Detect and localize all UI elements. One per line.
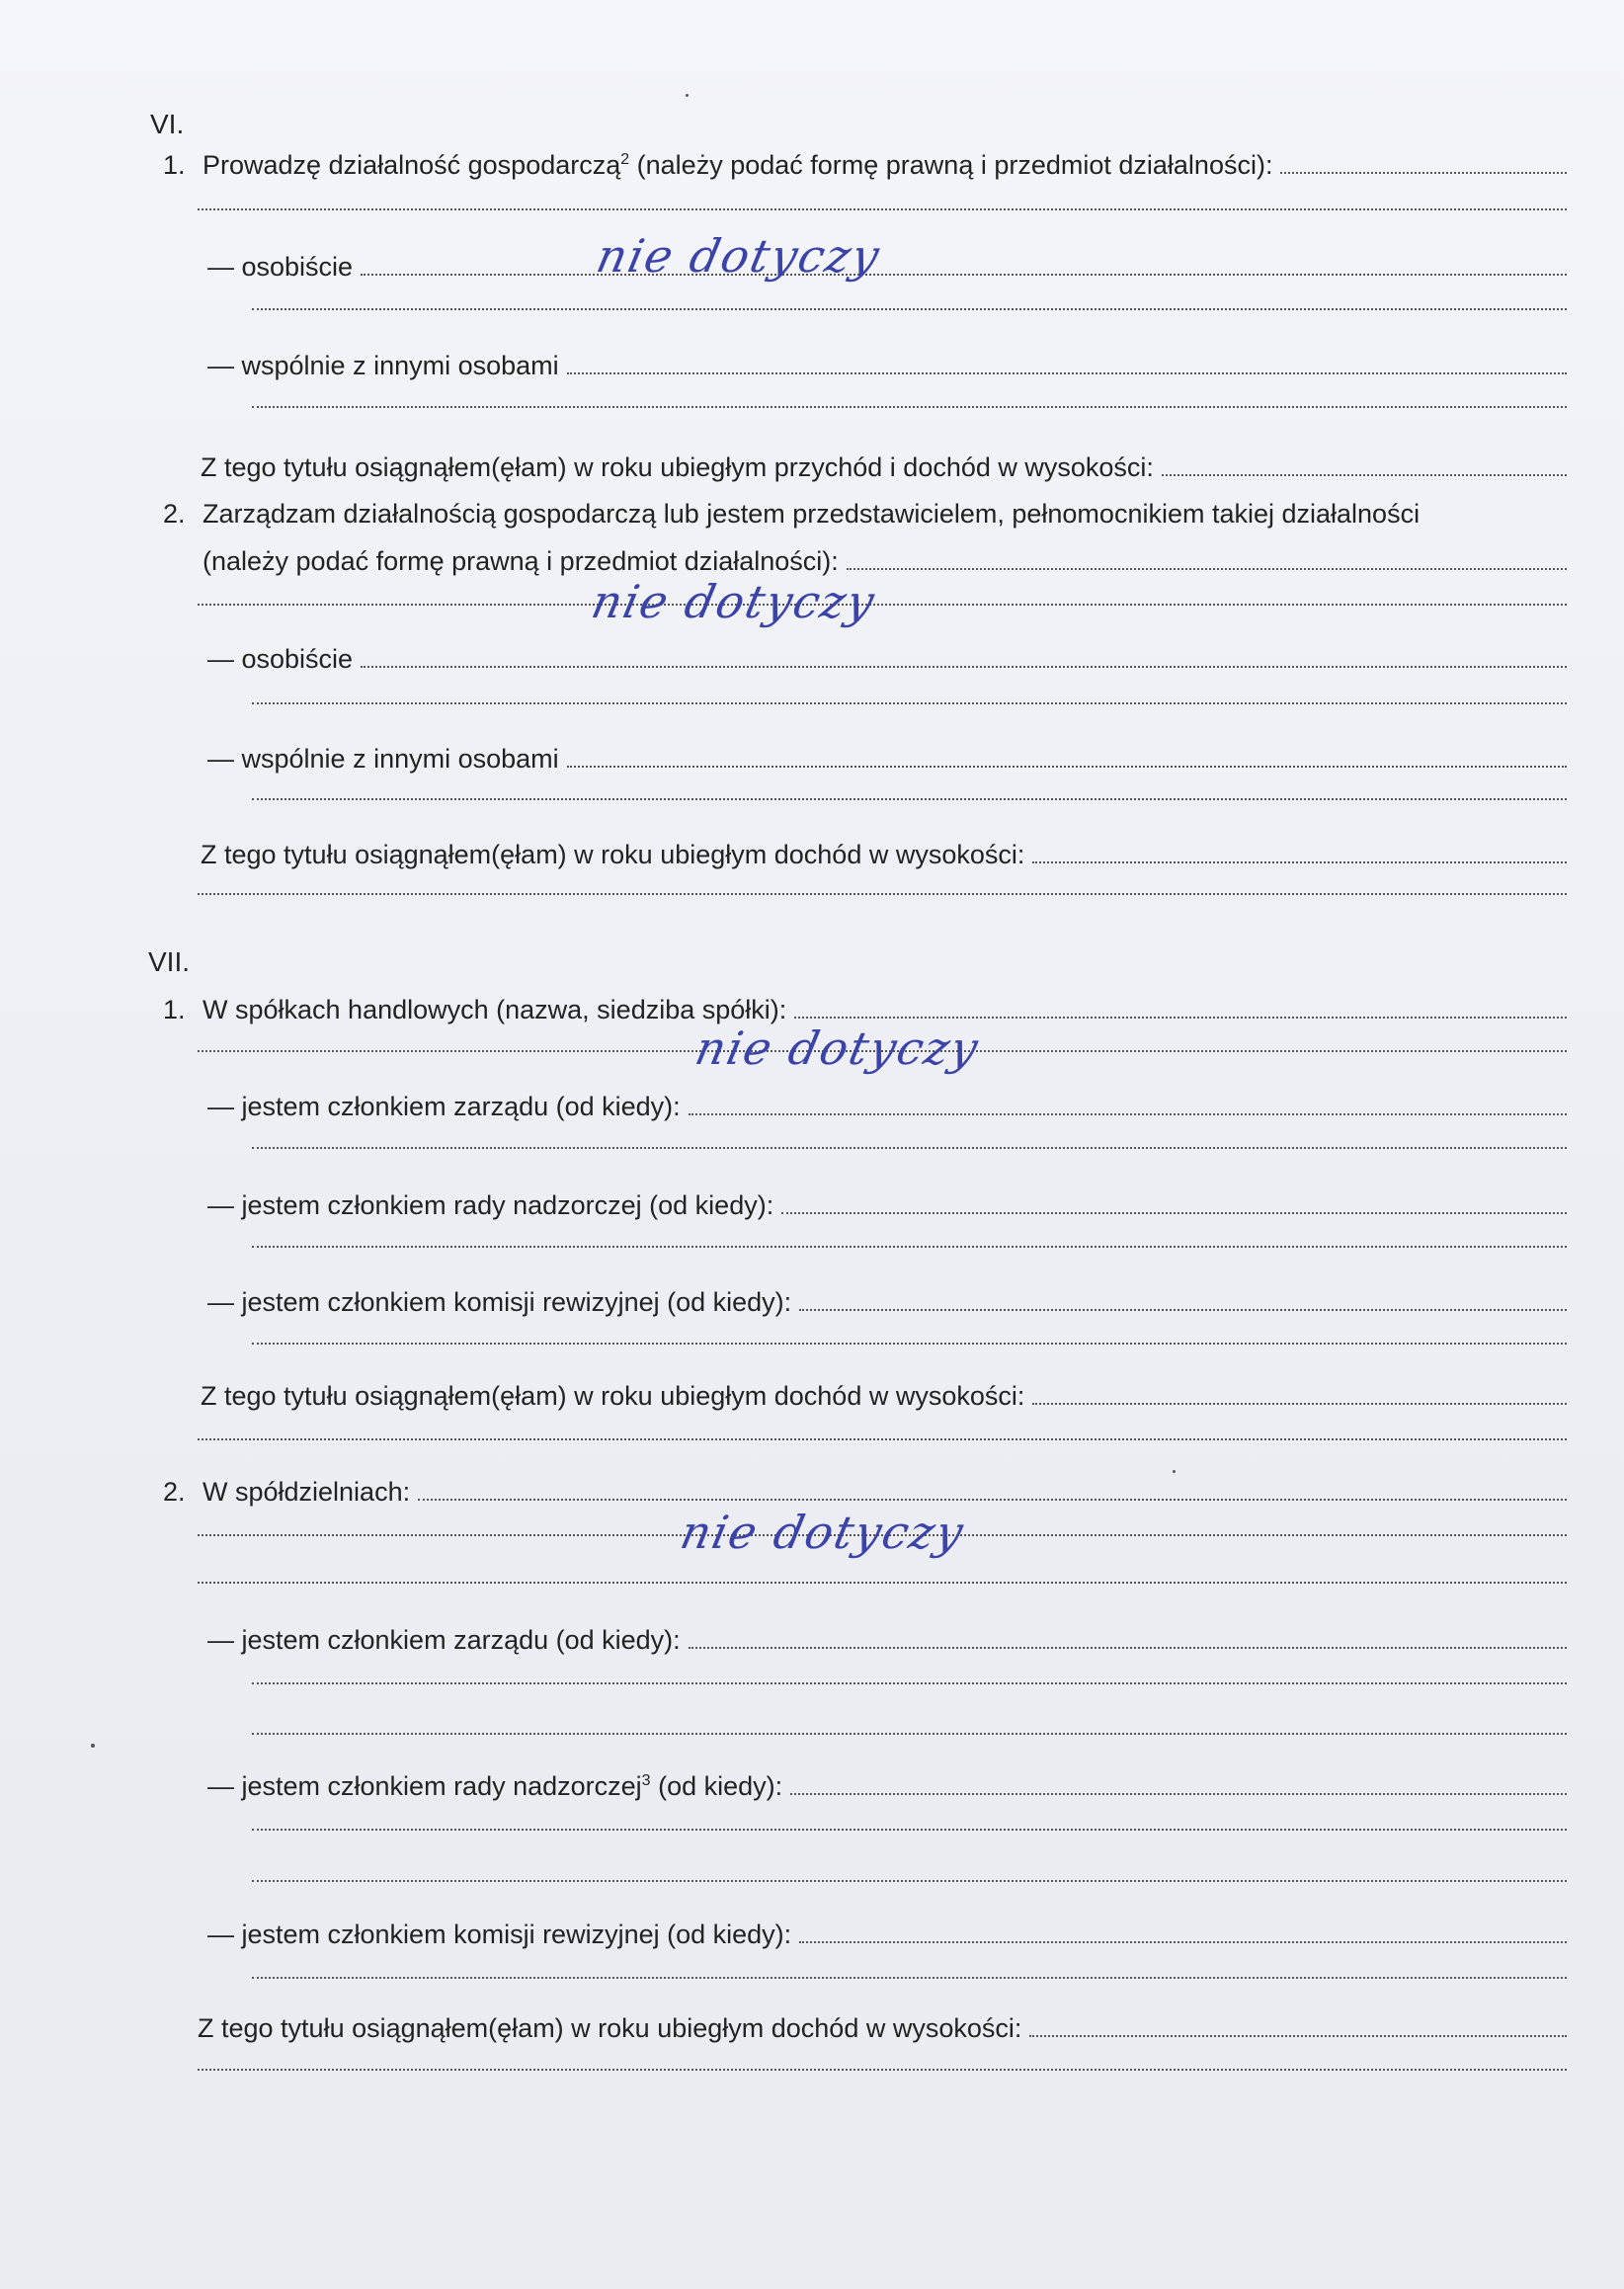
vii-q2-income-line — [198, 2013, 1567, 2044]
vi-q1-income-line — [201, 452, 1567, 483]
fill-line[interactable] — [252, 1874, 1567, 1882]
fill-line[interactable] — [198, 203, 1567, 210]
vii-q1-fill-4[interactable] — [252, 1337, 1567, 1351]
vi-q2-fill-3[interactable] — [252, 792, 1567, 807]
vii-q2-audit-label: — jestem członkiem komisji rewizyjnej (od kiedy): — [207, 1920, 792, 1949]
fill-line[interactable] — [361, 660, 1567, 668]
vi-q2-text-line2: (należy podać formę prawną i przedmiot działalności): — [203, 546, 839, 576]
fill-line[interactable] — [252, 1337, 1567, 1345]
vii-q2-fill-2[interactable] — [198, 1576, 1567, 1591]
vii-q2-number: 2. — [163, 1477, 186, 1507]
vii-q2-supervisory-footnote: 3 — [641, 1772, 651, 1789]
vii-q2-audit-line — [207, 1920, 1567, 1950]
fill-line[interactable] — [847, 562, 1567, 570]
vii-q2-text: W spółdzielniach: — [203, 1477, 411, 1507]
vii-q2-board-line — [207, 1625, 1567, 1656]
vi-q2-fill-2[interactable] — [252, 696, 1567, 711]
fill-line[interactable] — [418, 1493, 1567, 1501]
fill-line[interactable] — [198, 1432, 1567, 1440]
scan-speck — [91, 1744, 95, 1748]
vii-q2-supervisory-post: (od kiedy): — [650, 1771, 783, 1801]
fill-line[interactable] — [799, 1303, 1567, 1311]
fill-line[interactable] — [1162, 468, 1567, 476]
vii-q1-audit-line — [207, 1287, 1567, 1318]
vi-q2-number: 2. — [163, 499, 186, 529]
vi-q1-jointly-label: — wspólnie z innymi osobami — [207, 351, 559, 380]
vii-q2-board-label: — jestem członkiem zarządu (od kiedy): — [207, 1625, 681, 1655]
vi-q2-line2 — [203, 546, 1567, 577]
vi-q1-personally-line — [207, 252, 1567, 283]
scan-speck — [686, 94, 689, 97]
vii-q1-text: W spółkach handlowych (nazwa, siedziba spółki): — [203, 995, 787, 1024]
vi-q1-personally-label: — osobiście — [207, 252, 354, 282]
vi-q1-fill-1[interactable] — [198, 203, 1567, 217]
vi-q1-text: Prowadzę działalność gospodarczą — [203, 150, 621, 180]
fill-line[interactable] — [252, 1823, 1567, 1831]
vii-q2-fill-8[interactable] — [198, 2063, 1567, 2078]
vii-q2-fill-6[interactable] — [252, 1874, 1567, 1889]
vii-q2-handwritten-answer: nie dotyczy — [676, 1506, 970, 1559]
vii-q1-fill-3[interactable] — [252, 1240, 1567, 1255]
vii-q2-fill-3[interactable] — [252, 1676, 1567, 1691]
scan-speck — [1173, 1470, 1176, 1473]
fill-line[interactable] — [252, 400, 1567, 408]
vii-q1-number: 1. — [163, 995, 186, 1024]
vi-q2-jointly-line — [207, 744, 1567, 775]
vi-q2-text-line1: Zarządzam działalnością gospodarczą lub jestem przedstawicielem, pełnomocnikiem takiej działalności — [203, 499, 1421, 529]
vi-q1-footnote: 2 — [620, 151, 630, 168]
vii-q1-income-label: Z tego tytułu osiągnąłem(ęłam) w roku ubiegłym dochód w wysokości: — [201, 1381, 1025, 1411]
vii-q1-fill-5[interactable] — [198, 1432, 1567, 1447]
vi-q1-income-label: Z tego tytułu osiągnąłem(ęłam) w roku ubiegłym przychód i dochód w wysokości: — [201, 452, 1154, 482]
vii-q1-fill-2[interactable] — [252, 1141, 1567, 1156]
vi-q1-line — [163, 150, 1567, 181]
vi-q1-fill-3[interactable] — [252, 400, 1567, 415]
fill-line[interactable] — [1032, 856, 1567, 863]
fill-line[interactable] — [781, 1206, 1567, 1214]
fill-line[interactable] — [252, 1727, 1567, 1735]
fill-line[interactable] — [252, 1141, 1567, 1149]
fill-line[interactable] — [198, 2063, 1567, 2071]
vii-q1-audit-label: — jestem członkiem komisji rewizyjnej (od kiedy): — [207, 1287, 792, 1317]
vi-q1-jointly-line — [207, 351, 1567, 381]
fill-line[interactable] — [790, 1787, 1567, 1795]
vii-q2-fill-4[interactable] — [252, 1727, 1567, 1742]
fill-line[interactable] — [1032, 1397, 1567, 1405]
vi-q2-income-line — [201, 840, 1567, 870]
fill-line[interactable] — [689, 1641, 1567, 1649]
vii-q1-income-line — [201, 1381, 1567, 1412]
fill-line[interactable] — [198, 598, 1567, 606]
fill-line[interactable] — [252, 1240, 1567, 1248]
vi-q2-income-label: Z tego tytułu osiągnąłem(ęłam) w roku ubiegłym dochód w wysokości: — [201, 840, 1025, 869]
vii-q2-supervisory-label: — jestem członkiem rady nadzorczej — [207, 1771, 642, 1801]
fill-line[interactable] — [252, 1971, 1567, 1979]
fill-line[interactable] — [689, 1107, 1567, 1115]
fill-line[interactable] — [567, 367, 1567, 374]
vi-q1-handwritten-answer: nie dotyczy — [592, 229, 886, 283]
fill-line[interactable] — [252, 1676, 1567, 1684]
vii-q1-board-label: — jestem członkiem zarządu (od kiedy): — [207, 1092, 681, 1121]
vii-q1-handwritten-answer: nie dotyczy — [690, 1022, 985, 1075]
vii-q2-line — [163, 1477, 1567, 1508]
vi-q2-jointly-label: — wspólnie z innymi osobami — [207, 744, 559, 774]
vi-q1-fill-2[interactable] — [252, 302, 1567, 317]
vi-q1-number: 1. — [163, 150, 186, 180]
fill-line[interactable] — [1029, 2029, 1567, 2037]
section-vii-heading: VII. — [148, 946, 191, 977]
vii-q2-fill-5[interactable] — [252, 1823, 1567, 1838]
vii-q1-board-line — [207, 1092, 1567, 1122]
fill-line[interactable] — [361, 268, 1567, 276]
vi-q1-text-post: (należy podać formę prawną i przedmiot działalności): — [629, 150, 1273, 180]
fill-line[interactable] — [252, 792, 1567, 800]
vi-q2-fill-4[interactable] — [198, 887, 1567, 902]
vi-q2-personally-label: — osobiście — [207, 644, 354, 674]
vii-q2-fill-7[interactable] — [252, 1971, 1567, 1986]
vii-q1-supervisory-label: — jestem członkiem rady nadzorczej (od kiedy): — [207, 1190, 774, 1220]
section-vi-heading: VI. — [150, 109, 185, 139]
vii-q1-supervisory-line — [207, 1190, 1567, 1221]
vi-q2-fill-1[interactable] — [198, 598, 1567, 613]
vii-q2-income-label: Z tego tytułu osiągnąłem(ęłam) w roku ubiegłym dochód w wysokości: — [198, 2013, 1022, 2043]
fill-line[interactable] — [252, 302, 1567, 310]
fill-line[interactable] — [252, 696, 1567, 704]
fill-line[interactable] — [198, 887, 1567, 895]
vii-q2-supervisory-line — [207, 1771, 1567, 1802]
fill-line[interactable] — [198, 1576, 1567, 1584]
fill-line[interactable] — [1280, 166, 1567, 174]
fill-line[interactable] — [567, 760, 1567, 768]
vi-q2-handwritten-answer: nie dotyczy — [587, 575, 881, 628]
vi-q2-line1 — [163, 499, 1567, 530]
fill-line[interactable] — [799, 1935, 1567, 1943]
fill-line[interactable] — [794, 1011, 1567, 1019]
vi-q2-personally-line — [207, 644, 1567, 675]
